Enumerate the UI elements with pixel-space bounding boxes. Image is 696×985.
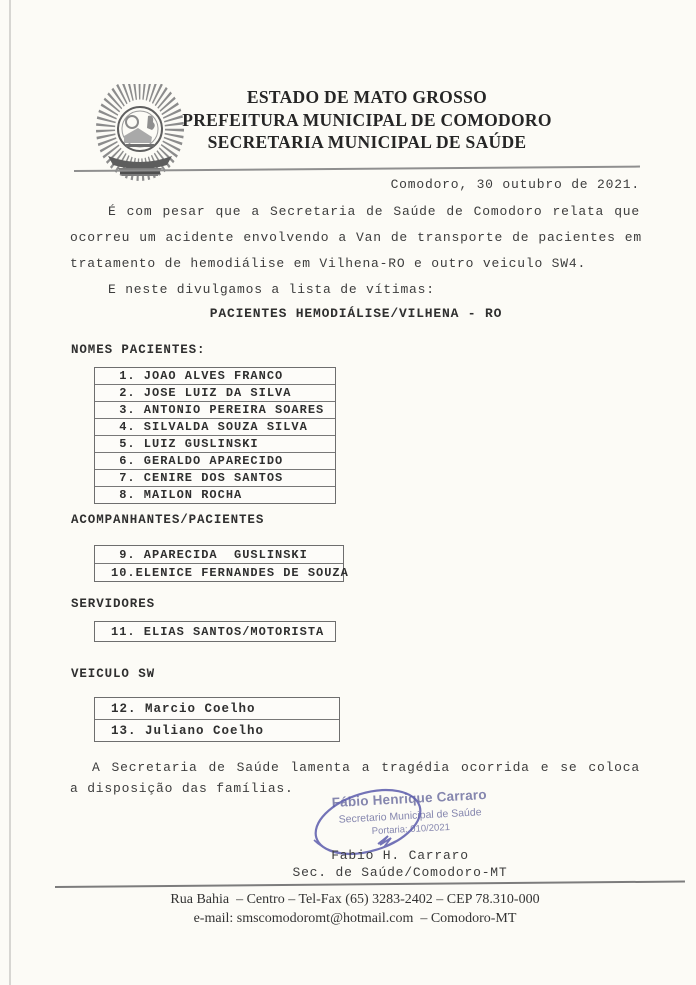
table-row: 10.ELENICE FERNANDES DE SOUZA	[111, 565, 349, 580]
stamp-ordinance: Portaria: 010/2021	[371, 821, 451, 838]
letterhead-department: SECRETARIA MUNICIPAL DE SAÚDE	[207, 132, 527, 152]
section-label-companions: ACOMPANHANTES/PACIENTES	[71, 513, 265, 527]
table-row: 3. ANTONIO PEREIRA SOARES	[95, 402, 335, 419]
victims-table-staff	[94, 621, 336, 642]
list-heading: PACIENTES HEMODIÁLISE/VILHENA - RO	[209, 306, 503, 321]
table-row: 5. LUIZ GUSLINSKI	[95, 436, 335, 453]
intro-paragraph-line2: ocorreu um acidente envolvendo a Van de transporte de pacientes em	[70, 230, 642, 245]
signatory-role: Sec. de Saúde/Comodoro-MT	[292, 865, 508, 880]
victims-table-companions	[94, 545, 349, 582]
table-row: 8. MAILON ROCHA	[111, 488, 243, 502]
section-label-patients: NOMES PACIENTES:	[71, 343, 206, 357]
intro-paragraph-line1: É com pesar que a Secretaria de Saúde de Comodoro relata que	[108, 204, 640, 219]
date-line: Comodoro, 30 outubro de 2021.	[390, 177, 640, 192]
table-row: 7. CENIRE DOS SANTOS	[95, 470, 335, 487]
victims-table-patients	[94, 367, 336, 504]
closing-line1: A Secretaria de Saúde lamenta a tragédia ocorrida e se coloca	[92, 760, 640, 775]
table-row: 1. JOAO ALVES FRANCO	[95, 368, 335, 385]
table-row: 12. Marcio Coelho	[95, 698, 339, 720]
stamp-title: Secretario Municipal de Saúde	[338, 806, 482, 826]
letterhead	[132, 86, 602, 154]
announce-line: E neste divulgamos a lista de vítimas:	[108, 282, 435, 297]
ink-stamp	[294, 785, 526, 842]
table-row: 6. GERALDO APARECIDO	[95, 453, 335, 470]
letterhead-state: ESTADO DE MATO GROSSO	[246, 87, 488, 107]
footer-address: Rua Bahia – Centro – Tel-Fax (65) 3283-2402 – CEP 78.310-000	[170, 892, 540, 907]
stamp-name: Fábio Henrique Carraro	[331, 786, 488, 811]
table-row: 2. JOSE LUIZ DA SILVA	[95, 385, 335, 402]
table-row: 13. Juliano Coelho	[111, 723, 265, 738]
section-label-vehicle: VEICULO SW	[71, 667, 156, 681]
footer-email: e-mail: smscomodoromt@hotmail.com – Comodoro-MT	[193, 911, 517, 926]
letterhead-municipality: PREFEITURA MUNICIPAL DE COMODORO	[182, 109, 552, 130]
section-label-staff: SERVIDORES	[71, 597, 156, 611]
table-row: 9. APARECIDA GUSLINSKI	[95, 546, 343, 564]
signatory-name: Fabio H. Carraro	[331, 848, 469, 863]
closing-line2: a disposição das famílias.	[70, 781, 294, 796]
table-row: 4. SILVALDA SOUZA SILVA	[95, 419, 335, 436]
scan-edge-artifact	[9, 0, 11, 985]
victims-table-vehicle	[94, 697, 340, 742]
table-row: 11. ELIAS SANTOS/MOTORISTA	[111, 624, 325, 639]
intro-paragraph-line3: tratamento de hemodiálise em Vilhena-RO e outro veiculo SW4.	[70, 256, 587, 271]
